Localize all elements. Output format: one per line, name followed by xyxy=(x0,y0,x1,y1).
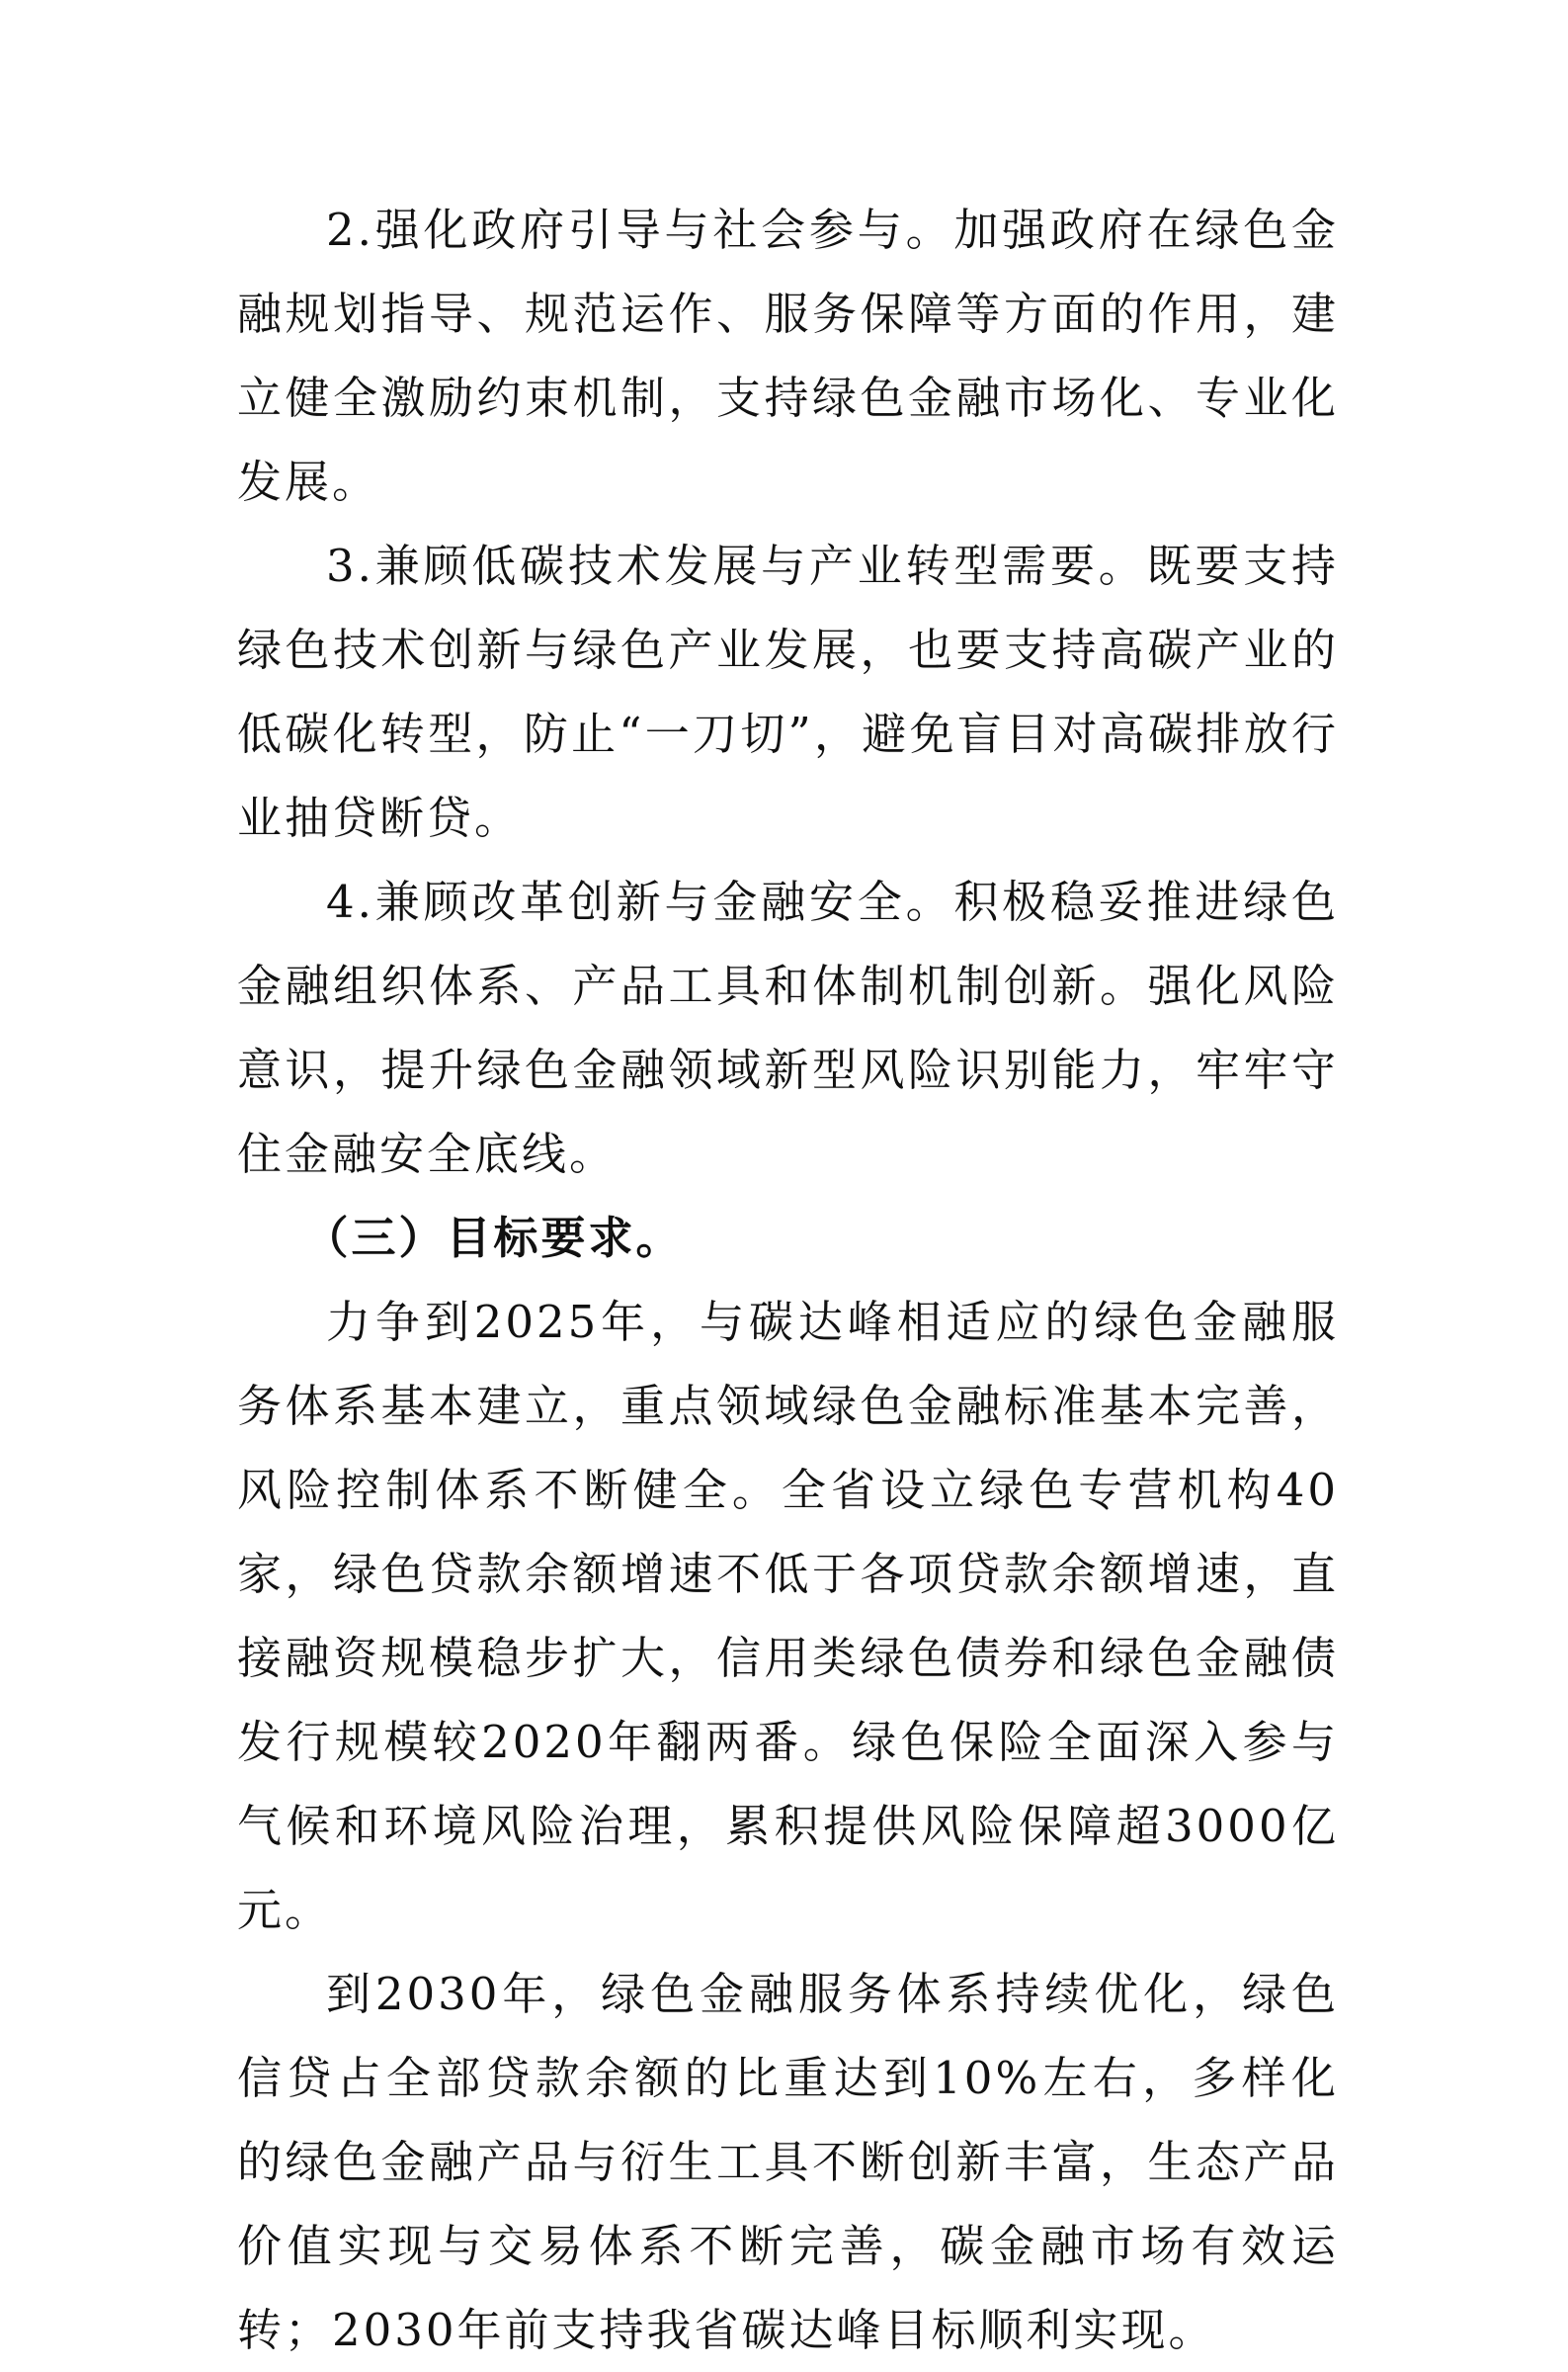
section-heading-goals: （三）目标要求。 xyxy=(303,1212,684,1264)
paragraph-government-guidance: 2.强化政府引导与社会参与。加强政府在绿色金融规划指导、规范运作、服务保障等方面的作用，建立健全激励约束机制，支持绿色金融市场化、专业化发展。 xyxy=(237,204,1339,508)
paragraph-2030-goals: 到2030年，绿色金融服务体系持续优化，绿色信贷占全部贷款余额的比重达到10%左右，多样化的绿色金融产品与衍生工具不断创新丰富，生态产品价值实现与交易体系不断完善，碳金融市场有效运转；2030年前支持我省碳达峰目标顺利实现。 xyxy=(237,1968,1339,2356)
paragraph-low-carbon-transition: 3.兼顾低碳技术发展与产业转型需要。既要支持绿色技术创新与绿色产业发展，也要支持高碳产业的低碳化转型，防止“一刀切”，避免盲目对高碳排放行业抽贷断贷。 xyxy=(237,540,1339,844)
document-page xyxy=(237,188,1339,2372)
paragraph-reform-security: 4.兼顾改革创新与金融安全。积极稳妥推进绿色金融组织体系、产品工具和体制机制创新。强化风险意识，提升绿色金融领域新型风险识别能力，牢牢守住金融安全底线。 xyxy=(237,876,1339,1180)
paragraph-2025-goals: 力争到2025年，与碳达峰相适应的绿色金融服务体系基本建立，重点领域绿色金融标准基本完善，风险控制体系不断健全。全省设立绿色专营机构40家，绿色贷款余额增速不低于各项贷款余额增速，直接融资规模稳步扩大，信用类绿色债券和绿色金融债发行规模较2020年翻两番。绿色保险全面深入参与气候和环境风险治理，累积提供风险保障超3000亿元。 xyxy=(237,1296,1339,1936)
